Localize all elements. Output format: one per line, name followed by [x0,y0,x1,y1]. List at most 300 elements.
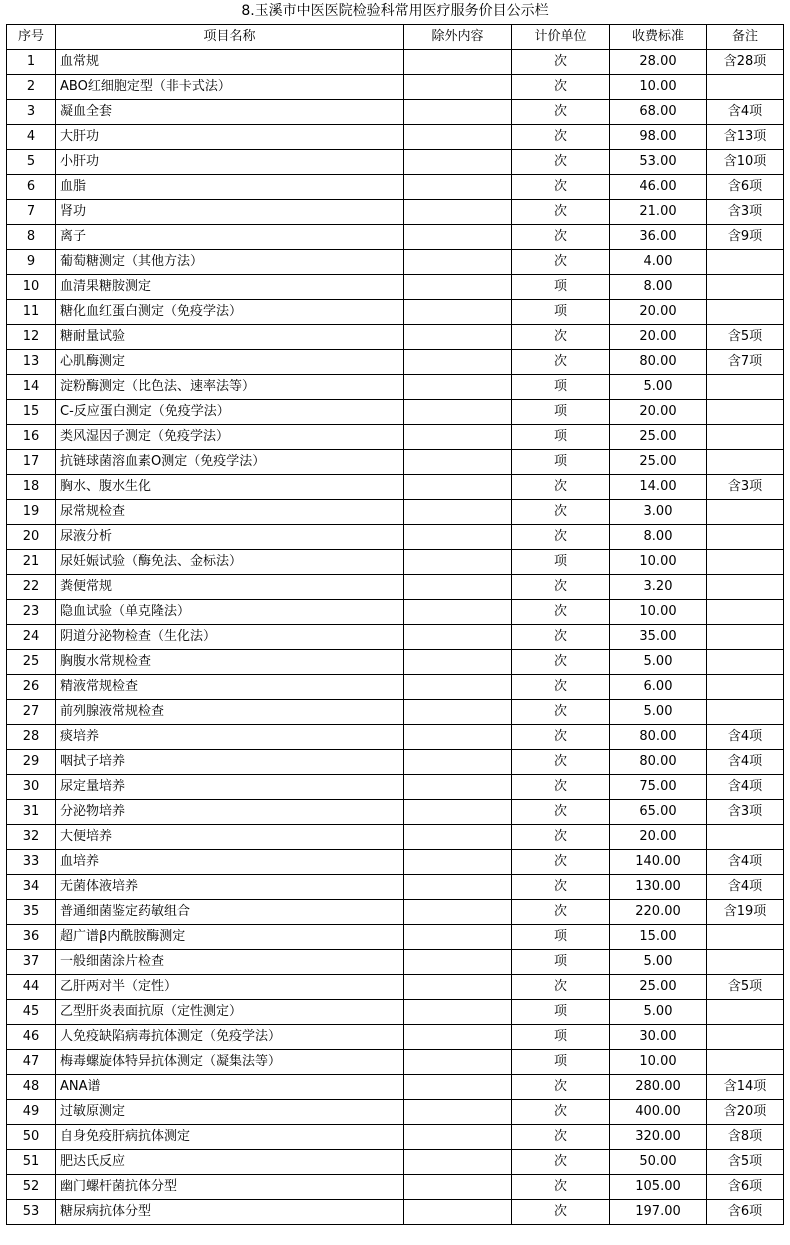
cell-exclusion [404,875,512,900]
cell-fee: 46.00 [610,175,707,200]
cell-exclusion [404,600,512,625]
table-row [7,550,784,575]
cell-note [707,925,784,950]
table-row [7,1075,784,1100]
cell-exclusion [404,800,512,825]
table-row [7,1025,784,1050]
cell-no: 17 [7,450,56,475]
cell-name: 淀粉酶测定（比色法、速率法等） [56,375,404,400]
cell-note [707,300,784,325]
cell-note [707,400,784,425]
cell-no: 1 [7,50,56,75]
cell-note [707,425,784,450]
cell-fee: 35.00 [610,625,707,650]
cell-no: 20 [7,525,56,550]
cell-fee: 80.00 [610,750,707,775]
cell-no: 2 [7,75,56,100]
table-row [7,675,784,700]
cell-fee: 220.00 [610,900,707,925]
table-row [7,50,784,75]
cell-fee: 140.00 [610,850,707,875]
cell-note [707,575,784,600]
cell-fee: 8.00 [610,525,707,550]
cell-no: 25 [7,650,56,675]
cell-exclusion [404,1000,512,1025]
table-row [7,200,784,225]
cell-note: 含3项 [707,200,784,225]
cell-unit: 次 [512,850,610,875]
table-row [7,1000,784,1025]
table-row [7,125,784,150]
table-row [7,1050,784,1075]
cell-no: 11 [7,300,56,325]
cell-exclusion [404,200,512,225]
table-row [7,575,784,600]
cell-unit: 次 [512,825,610,850]
cell-fee: 105.00 [610,1175,707,1200]
cell-fee: 30.00 [610,1025,707,1050]
table-row [7,150,784,175]
cell-unit: 次 [512,650,610,675]
table-row [7,325,784,350]
cell-name: 胸水、腹水生化 [56,475,404,500]
cell-fee: 6.00 [610,675,707,700]
cell-fee: 10.00 [610,550,707,575]
cell-fee: 3.20 [610,575,707,600]
cell-name: 精液常规检查 [56,675,404,700]
cell-fee: 50.00 [610,1150,707,1175]
cell-name: 胸腹水常规检查 [56,650,404,675]
cell-no: 44 [7,975,56,1000]
cell-note [707,950,784,975]
cell-note [707,375,784,400]
table-row [7,650,784,675]
cell-no: 36 [7,925,56,950]
cell-name: 血脂 [56,175,404,200]
cell-no: 18 [7,475,56,500]
cell-exclusion [404,950,512,975]
cell-fee: 130.00 [610,875,707,900]
cell-unit: 次 [512,475,610,500]
cell-note: 含13项 [707,125,784,150]
cell-name: 大便培养 [56,825,404,850]
cell-note: 含6项 [707,1175,784,1200]
cell-exclusion [404,300,512,325]
cell-fee: 5.00 [610,950,707,975]
table-row [7,775,784,800]
cell-note [707,675,784,700]
cell-exclusion [404,175,512,200]
cell-fee: 20.00 [610,400,707,425]
cell-fee: 25.00 [610,450,707,475]
cell-unit: 次 [512,1150,610,1175]
table-row [7,425,784,450]
cell-unit: 项 [512,1050,610,1075]
cell-fee: 10.00 [610,600,707,625]
cell-note [707,700,784,725]
cell-exclusion [404,475,512,500]
cell-unit: 项 [512,275,610,300]
cell-note: 含4项 [707,850,784,875]
cell-unit: 次 [512,575,610,600]
cell-exclusion [404,250,512,275]
cell-no: 45 [7,1000,56,1025]
table-row [7,175,784,200]
cell-unit: 项 [512,400,610,425]
cell-unit: 项 [512,375,610,400]
cell-fee: 20.00 [610,325,707,350]
cell-unit: 次 [512,1200,610,1225]
cell-note [707,525,784,550]
cell-no: 50 [7,1125,56,1150]
cell-exclusion [404,400,512,425]
cell-exclusion [404,1075,512,1100]
cell-name: 尿液分析 [56,525,404,550]
cell-name: 小肝功 [56,150,404,175]
cell-no: 3 [7,100,56,125]
cell-no: 47 [7,1050,56,1075]
cell-name: 血常规 [56,50,404,75]
table-row [7,400,784,425]
cell-exclusion [404,350,512,375]
cell-unit: 次 [512,975,610,1000]
cell-fee: 5.00 [610,650,707,675]
table-row [7,600,784,625]
header-note: 备注 [707,25,784,50]
cell-fee: 15.00 [610,925,707,950]
table-row [7,450,784,475]
cell-fee: 3.00 [610,500,707,525]
table-row [7,475,784,500]
cell-name: 隐血试验（单克隆法） [56,600,404,625]
cell-unit: 次 [512,125,610,150]
cell-name: 自身免疫肝病抗体测定 [56,1125,404,1150]
cell-no: 16 [7,425,56,450]
cell-exclusion [404,1050,512,1075]
table-row [7,1100,784,1125]
cell-exclusion [404,1200,512,1225]
cell-fee: 80.00 [610,350,707,375]
cell-exclusion [404,675,512,700]
table-row [7,875,784,900]
cell-fee: 280.00 [610,1075,707,1100]
table-row [7,525,784,550]
cell-unit: 次 [512,675,610,700]
cell-note: 含7项 [707,350,784,375]
cell-name: 人免疫缺陷病毒抗体测定（免疫学法） [56,1025,404,1050]
cell-exclusion [404,850,512,875]
cell-fee: 65.00 [610,800,707,825]
cell-fee: 14.00 [610,475,707,500]
cell-note [707,500,784,525]
cell-exclusion [404,550,512,575]
cell-name: 血清果糖胺测定 [56,275,404,300]
cell-fee: 25.00 [610,425,707,450]
cell-name: 幽门螺杆菌抗体分型 [56,1175,404,1200]
cell-unit: 次 [512,75,610,100]
cell-fee: 75.00 [610,775,707,800]
table-row [7,100,784,125]
cell-no: 46 [7,1025,56,1050]
cell-unit: 次 [512,1075,610,1100]
table-body [7,50,784,1225]
cell-fee: 68.00 [610,100,707,125]
cell-note [707,650,784,675]
cell-exclusion [404,100,512,125]
cell-name: 尿妊娠试验（酶免法、金标法） [56,550,404,575]
cell-name: 糖耐量试验 [56,325,404,350]
cell-exclusion [404,625,512,650]
table-row [7,825,784,850]
cell-unit: 次 [512,600,610,625]
cell-name: 一般细菌涂片检查 [56,950,404,975]
page-title: 8.玉溪市中医医院检验科常用医疗服务价目公示栏 [241,3,549,19]
cell-exclusion [404,650,512,675]
table-row [7,1175,784,1200]
cell-unit: 项 [512,1025,610,1050]
table-row [7,850,784,875]
cell-exclusion [404,975,512,1000]
cell-exclusion [404,775,512,800]
cell-no: 6 [7,175,56,200]
table-row [7,800,784,825]
cell-name: 大肝功 [56,125,404,150]
cell-unit: 次 [512,225,610,250]
cell-unit: 次 [512,1125,610,1150]
cell-no: 29 [7,750,56,775]
cell-fee: 4.00 [610,250,707,275]
cell-fee: 5.00 [610,375,707,400]
cell-note [707,275,784,300]
cell-exclusion [404,900,512,925]
cell-fee: 36.00 [610,225,707,250]
cell-no: 8 [7,225,56,250]
cell-unit: 次 [512,775,610,800]
cell-no: 27 [7,700,56,725]
cell-note: 含20项 [707,1100,784,1125]
cell-fee: 400.00 [610,1100,707,1125]
cell-no: 48 [7,1075,56,1100]
cell-note: 含9项 [707,225,784,250]
table-header-row [7,25,784,50]
cell-note: 含19项 [707,900,784,925]
cell-unit: 次 [512,350,610,375]
cell-exclusion [404,1100,512,1125]
cell-no: 53 [7,1200,56,1225]
cell-unit: 次 [512,800,610,825]
cell-name: 心肌酶测定 [56,350,404,375]
cell-exclusion [404,275,512,300]
cell-note: 含4项 [707,875,784,900]
cell-no: 51 [7,1150,56,1175]
cell-note [707,1050,784,1075]
cell-note [707,625,784,650]
cell-no: 13 [7,350,56,375]
cell-exclusion [404,75,512,100]
cell-name: 离子 [56,225,404,250]
cell-unit: 次 [512,250,610,275]
cell-unit: 项 [512,300,610,325]
cell-unit: 项 [512,950,610,975]
cell-no: 35 [7,900,56,925]
cell-note [707,550,784,575]
table-row [7,300,784,325]
cell-name: 肥达氏反应 [56,1150,404,1175]
table-row [7,725,784,750]
cell-exclusion [404,575,512,600]
cell-unit: 项 [512,925,610,950]
cell-note: 含4项 [707,725,784,750]
table-row [7,900,784,925]
cell-note: 含3项 [707,475,784,500]
cell-unit: 项 [512,425,610,450]
table-row [7,925,784,950]
cell-fee: 98.00 [610,125,707,150]
cell-unit: 次 [512,1100,610,1125]
cell-exclusion [404,225,512,250]
cell-no: 37 [7,950,56,975]
cell-unit: 次 [512,750,610,775]
cell-no: 14 [7,375,56,400]
cell-name: 超广谱β内酰胺酶测定 [56,925,404,950]
cell-name: 粪便常规 [56,575,404,600]
cell-fee: 10.00 [610,75,707,100]
cell-name: 类风湿因子测定（免疫学法） [56,425,404,450]
cell-note [707,825,784,850]
cell-fee: 25.00 [610,975,707,1000]
header-name: 项目名称 [56,25,404,50]
cell-fee: 8.00 [610,275,707,300]
cell-fee: 5.00 [610,700,707,725]
table-row [7,1200,784,1225]
table-row [7,700,784,725]
header-unit: 计价单位 [512,25,610,50]
cell-name: 前列腺液常规检查 [56,700,404,725]
cell-unit: 次 [512,725,610,750]
cell-fee: 20.00 [610,825,707,850]
cell-exclusion [404,50,512,75]
cell-unit: 次 [512,200,610,225]
cell-name: 乙型肝炎表面抗原（定性测定） [56,1000,404,1025]
cell-exclusion [404,1150,512,1175]
cell-fee: 80.00 [610,725,707,750]
table-row [7,975,784,1000]
table-row [7,625,784,650]
table-row [7,350,784,375]
cell-exclusion [404,825,512,850]
cell-name: 葡萄糖测定（其他方法） [56,250,404,275]
cell-name: 糖化血红蛋白测定（免疫学法） [56,300,404,325]
cell-exclusion [404,700,512,725]
cell-no: 49 [7,1100,56,1125]
cell-note: 含4项 [707,100,784,125]
cell-exclusion [404,425,512,450]
cell-note: 含3项 [707,800,784,825]
cell-unit: 次 [512,150,610,175]
cell-no: 23 [7,600,56,625]
table-row [7,75,784,100]
table-row [7,1125,784,1150]
cell-exclusion [404,500,512,525]
cell-name: 凝血全套 [56,100,404,125]
cell-note [707,75,784,100]
cell-note [707,600,784,625]
cell-name: 糖尿病抗体分型 [56,1200,404,1225]
cell-note: 含10项 [707,150,784,175]
cell-exclusion [404,1025,512,1050]
cell-exclusion [404,725,512,750]
cell-name: 普通细菌鉴定药敏组合 [56,900,404,925]
cell-exclusion [404,925,512,950]
cell-note: 含28项 [707,50,784,75]
cell-no: 34 [7,875,56,900]
cell-name: 过敏原测定 [56,1100,404,1125]
cell-fee: 197.00 [610,1200,707,1225]
cell-no: 28 [7,725,56,750]
table-row [7,375,784,400]
cell-no: 32 [7,825,56,850]
cell-unit: 次 [512,1175,610,1200]
cell-note: 含5项 [707,1150,784,1175]
cell-no: 12 [7,325,56,350]
cell-exclusion [404,375,512,400]
cell-no: 26 [7,675,56,700]
table-row [7,500,784,525]
table-row [7,950,784,975]
cell-name: 乙肝两对半（定性） [56,975,404,1000]
cell-name: 血培养 [56,850,404,875]
cell-note: 含4项 [707,750,784,775]
cell-no: 33 [7,850,56,875]
price-table [6,24,784,1225]
cell-name: ABO红细胞定型（非卡式法） [56,75,404,100]
cell-unit: 项 [512,1000,610,1025]
cell-exclusion [404,1125,512,1150]
table-row [7,750,784,775]
cell-unit: 次 [512,175,610,200]
cell-no: 19 [7,500,56,525]
cell-note [707,450,784,475]
table-row [7,250,784,275]
cell-unit: 次 [512,900,610,925]
cell-no: 30 [7,775,56,800]
cell-note [707,250,784,275]
cell-fee: 21.00 [610,200,707,225]
cell-name: C-反应蛋白测定（免疫学法） [56,400,404,425]
cell-unit: 次 [512,700,610,725]
cell-unit: 次 [512,100,610,125]
cell-name: 梅毒螺旋体特异抗体测定（凝集法等） [56,1050,404,1075]
cell-no: 9 [7,250,56,275]
cell-no: 52 [7,1175,56,1200]
cell-no: 5 [7,150,56,175]
cell-exclusion [404,750,512,775]
cell-unit: 次 [512,500,610,525]
cell-no: 10 [7,275,56,300]
cell-note: 含6项 [707,1200,784,1225]
cell-exclusion [404,1175,512,1200]
cell-unit: 次 [512,50,610,75]
cell-note: 含8项 [707,1125,784,1150]
cell-unit: 次 [512,625,610,650]
cell-exclusion [404,450,512,475]
cell-fee: 5.00 [610,1000,707,1025]
cell-note [707,1000,784,1025]
cell-note: 含4项 [707,775,784,800]
table-row [7,1150,784,1175]
cell-fee: 10.00 [610,1050,707,1075]
table-row [7,275,784,300]
